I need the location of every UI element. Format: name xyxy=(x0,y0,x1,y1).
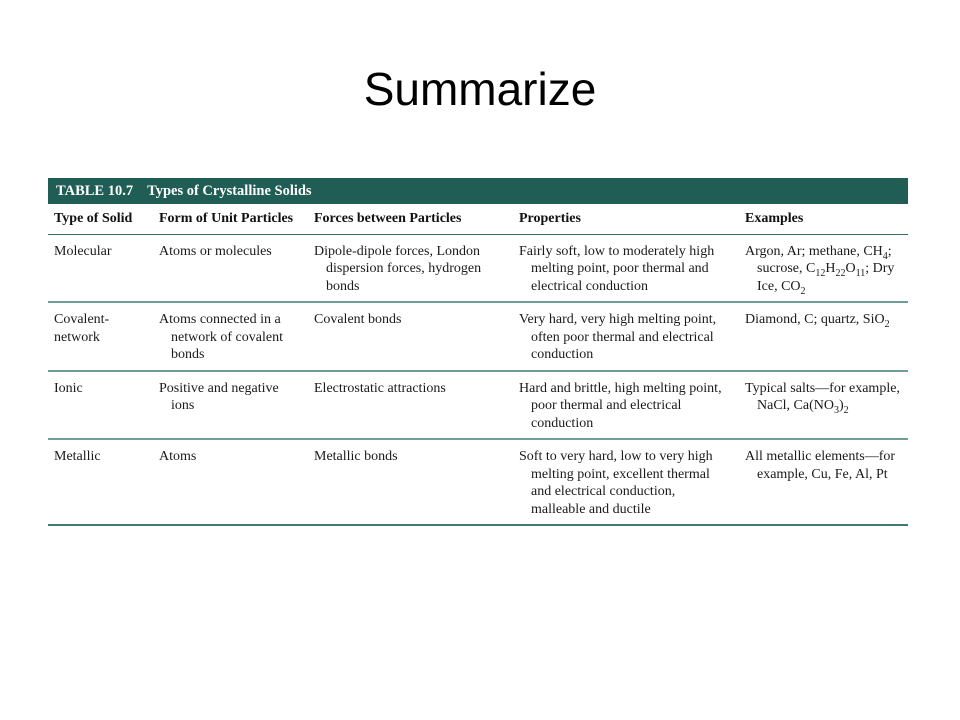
cell-examples: Typical salts—for example, NaCl, $Ca(NO_3)_2$ xyxy=(739,371,908,440)
table-caption xyxy=(48,178,908,204)
cell-forces: Metallic bonds xyxy=(308,439,513,525)
cell-type: Metallic xyxy=(48,439,153,525)
header-forces: Forces between Particles xyxy=(308,204,513,234)
header-form: Form of Unit Particles xyxy=(153,204,308,234)
cell-form: Atoms xyxy=(153,439,308,525)
header-type: Type of Solid xyxy=(48,204,153,234)
cell-forces: Dipole-dipole forces, London dispersion forces, hydrogen bonds xyxy=(308,234,513,302)
header-examples: Examples xyxy=(739,204,908,234)
crystalline-solids-table xyxy=(48,178,908,526)
cell-examples: All metallic elements—for example, Cu, Fe, Al, Pt xyxy=(739,439,908,525)
cell-properties: Hard and brittle, high melting point, poor thermal and electrical conduction xyxy=(513,371,739,440)
slide-title: Summarize xyxy=(363,63,597,115)
cell-properties: Very hard, very high melting point, often poor thermal and electrical conduction xyxy=(513,302,739,371)
cell-properties: Fairly soft, low to moderately high melting point, poor thermal and electrical conduction xyxy=(513,234,739,302)
header-properties: Properties xyxy=(513,204,739,234)
cell-forces: Electrostatic attractions xyxy=(308,371,513,440)
cell-form: Atoms connected in a network of covalent bonds xyxy=(153,302,308,371)
table-row xyxy=(48,439,908,525)
cell-type: Covalent-network xyxy=(48,302,153,371)
header-row xyxy=(48,204,908,234)
data-table xyxy=(48,204,908,526)
cell-form: Atoms or molecules xyxy=(153,234,308,302)
cell-type: Ionic xyxy=(48,371,153,440)
cell-forces: Covalent bonds xyxy=(308,302,513,371)
cell-type: Molecular xyxy=(48,234,153,302)
cell-properties: Soft to very hard, low to very high melting point, excellent thermal and electrical conduction, malleable and ductile xyxy=(513,439,739,525)
table-row xyxy=(48,234,908,302)
table-caption-text: Types of Crystalline Solids xyxy=(147,183,312,199)
cell-examples: Diamond, C; quartz, SiO$_2$ xyxy=(739,302,908,371)
cell-examples: Argon, Ar; methane, $CH_4$; sucrose, $C_{12}H_{22}O_{11}$; Dry Ice, $CO_2$ xyxy=(739,234,908,302)
table-number: TABLE 10.7 xyxy=(56,183,134,199)
cell-form: Positive and negative ions xyxy=(153,371,308,440)
table-row xyxy=(48,371,908,440)
table-row xyxy=(48,302,908,371)
